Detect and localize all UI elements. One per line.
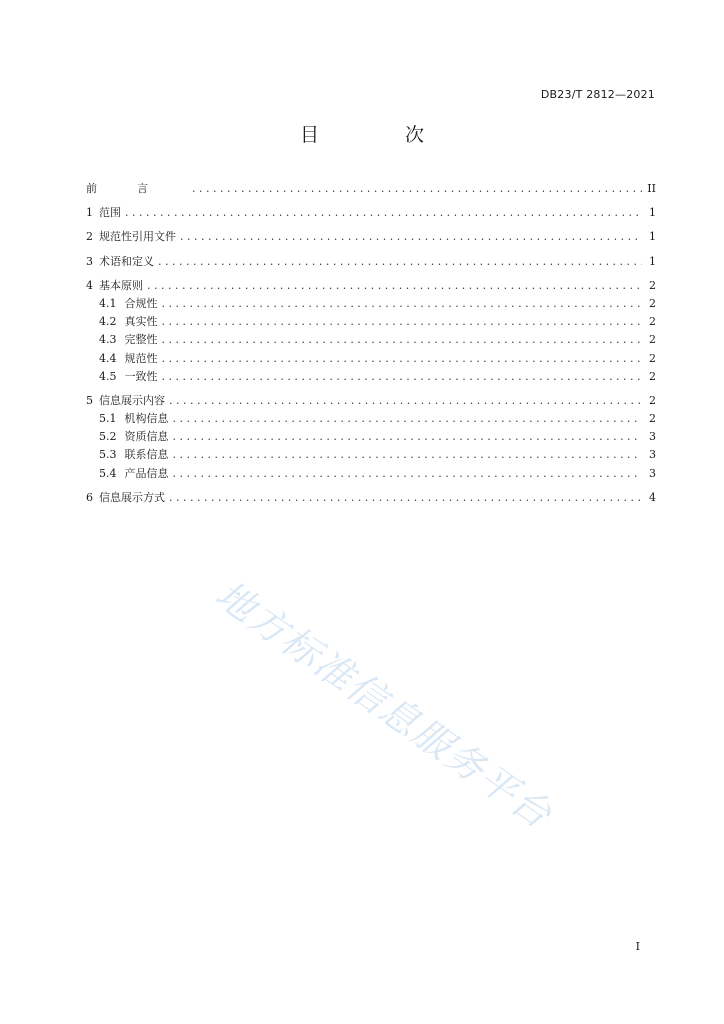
toc-entry-page: 2 (649, 412, 656, 426)
toc-entry-4-5[interactable] (86, 368, 656, 386)
toc-entry-4-3[interactable] (86, 331, 656, 349)
table-of-contents (86, 180, 656, 507)
toc-entry-number: 4.2 (99, 315, 117, 329)
footer-page-number: I (635, 940, 640, 953)
toc-entry-number: 1 (86, 206, 93, 220)
toc-entry-number: 5 (86, 393, 93, 407)
toc-leader (173, 446, 643, 464)
toc-entry-number: 4 (86, 278, 93, 292)
toc-leader (180, 228, 642, 246)
toc-entry-number: 4.3 (99, 333, 117, 347)
toc-entry-page: 1 (649, 230, 656, 244)
toc-entry-label: 机构信息 (124, 412, 169, 426)
toc-entry-page: 3 (649, 448, 656, 462)
toc-entry-number: 6 (86, 490, 93, 504)
toc-entry-label: 规范性 (124, 351, 158, 365)
toc-entry-page: 2 (649, 315, 656, 329)
toc-entry-5[interactable] (86, 392, 656, 410)
toc-entry-number: 5.2 (99, 430, 117, 444)
toc-entry-page: 2 (649, 393, 656, 407)
toc-leader (158, 253, 642, 271)
toc-entry-page: 2 (649, 296, 656, 310)
toc-entry-page: 3 (649, 430, 656, 444)
toc-entry-label: 范围 (99, 206, 121, 220)
toc-entry-foreword[interactable] (86, 180, 656, 198)
toc-leader (162, 295, 643, 313)
toc-entry-page: 2 (649, 351, 656, 365)
toc-leader (192, 180, 642, 198)
toc-entry-page: 2 (649, 278, 656, 292)
toc-entry-page: 4 (649, 490, 656, 504)
toc-entry-page: 1 (649, 206, 656, 220)
toc-leader (169, 392, 642, 410)
toc-entry-number: 5.4 (99, 466, 117, 480)
toc-entry-label: 资质信息 (124, 430, 169, 444)
toc-entry-3[interactable] (86, 253, 656, 271)
toc-leader (162, 350, 643, 368)
toc-entry-label: 前言 (86, 182, 188, 195)
toc-entry-2[interactable] (86, 228, 656, 246)
toc-leader (125, 204, 642, 222)
toc-entry-label: 完整性 (124, 333, 158, 347)
toc-entry-4[interactable] (86, 277, 656, 295)
toc-entry-label: 联系信息 (124, 448, 169, 462)
toc-leader (173, 428, 643, 446)
toc-entry-5-3[interactable] (86, 446, 656, 464)
toc-leader (173, 410, 643, 428)
toc-leader (147, 277, 642, 295)
standard-code: DB23/T 2812—2021 (540, 88, 655, 101)
toc-entry-number: 3 (86, 254, 93, 268)
toc-entry-label: 合规性 (124, 296, 158, 310)
toc-entry-page: II (647, 182, 656, 195)
toc-entry-label: 信息展示内容 (99, 393, 165, 407)
toc-entry-number: 2 (86, 230, 93, 244)
toc-entry-label: 信息展示方式 (99, 490, 165, 504)
toc-entry-page: 2 (649, 333, 656, 347)
watermark-text: 地方标准信息服务平台 (207, 572, 561, 838)
toc-entry-label: 术语和定义 (99, 254, 154, 268)
toc-entry-label: 基本原则 (99, 278, 143, 292)
toc-entry-number: 5.1 (99, 412, 117, 426)
toc-entry-page: 2 (649, 369, 656, 383)
toc-entry-label: 真实性 (124, 315, 158, 329)
toc-leader (162, 368, 643, 386)
toc-entry-1[interactable] (86, 204, 656, 222)
toc-entry-number: 4.5 (99, 369, 117, 383)
toc-entry-4-1[interactable] (86, 295, 656, 313)
toc-entry-number: 4.4 (99, 351, 117, 365)
toc-entry-label: 产品信息 (124, 466, 169, 480)
toc-entry-page: 1 (649, 254, 656, 268)
toc-entry-5-4[interactable] (86, 465, 656, 483)
toc-entry-4-4[interactable] (86, 350, 656, 368)
toc-entry-label: 规范性引用文件 (99, 230, 176, 244)
page-title: 目 次 (299, 124, 465, 146)
toc-entry-number: 5.3 (99, 448, 117, 462)
toc-entry-number: 4.1 (99, 296, 117, 310)
toc-leader (169, 489, 642, 507)
toc-entry-label: 一致性 (124, 369, 158, 383)
toc-entry-page: 3 (649, 466, 656, 480)
toc-leader (162, 331, 643, 349)
toc-entry-6[interactable] (86, 489, 656, 507)
toc-entry-4-2[interactable] (86, 313, 656, 331)
toc-entry-5-1[interactable] (86, 410, 656, 428)
toc-leader (173, 465, 643, 483)
toc-leader (162, 313, 643, 331)
toc-entry-5-2[interactable] (86, 428, 656, 446)
